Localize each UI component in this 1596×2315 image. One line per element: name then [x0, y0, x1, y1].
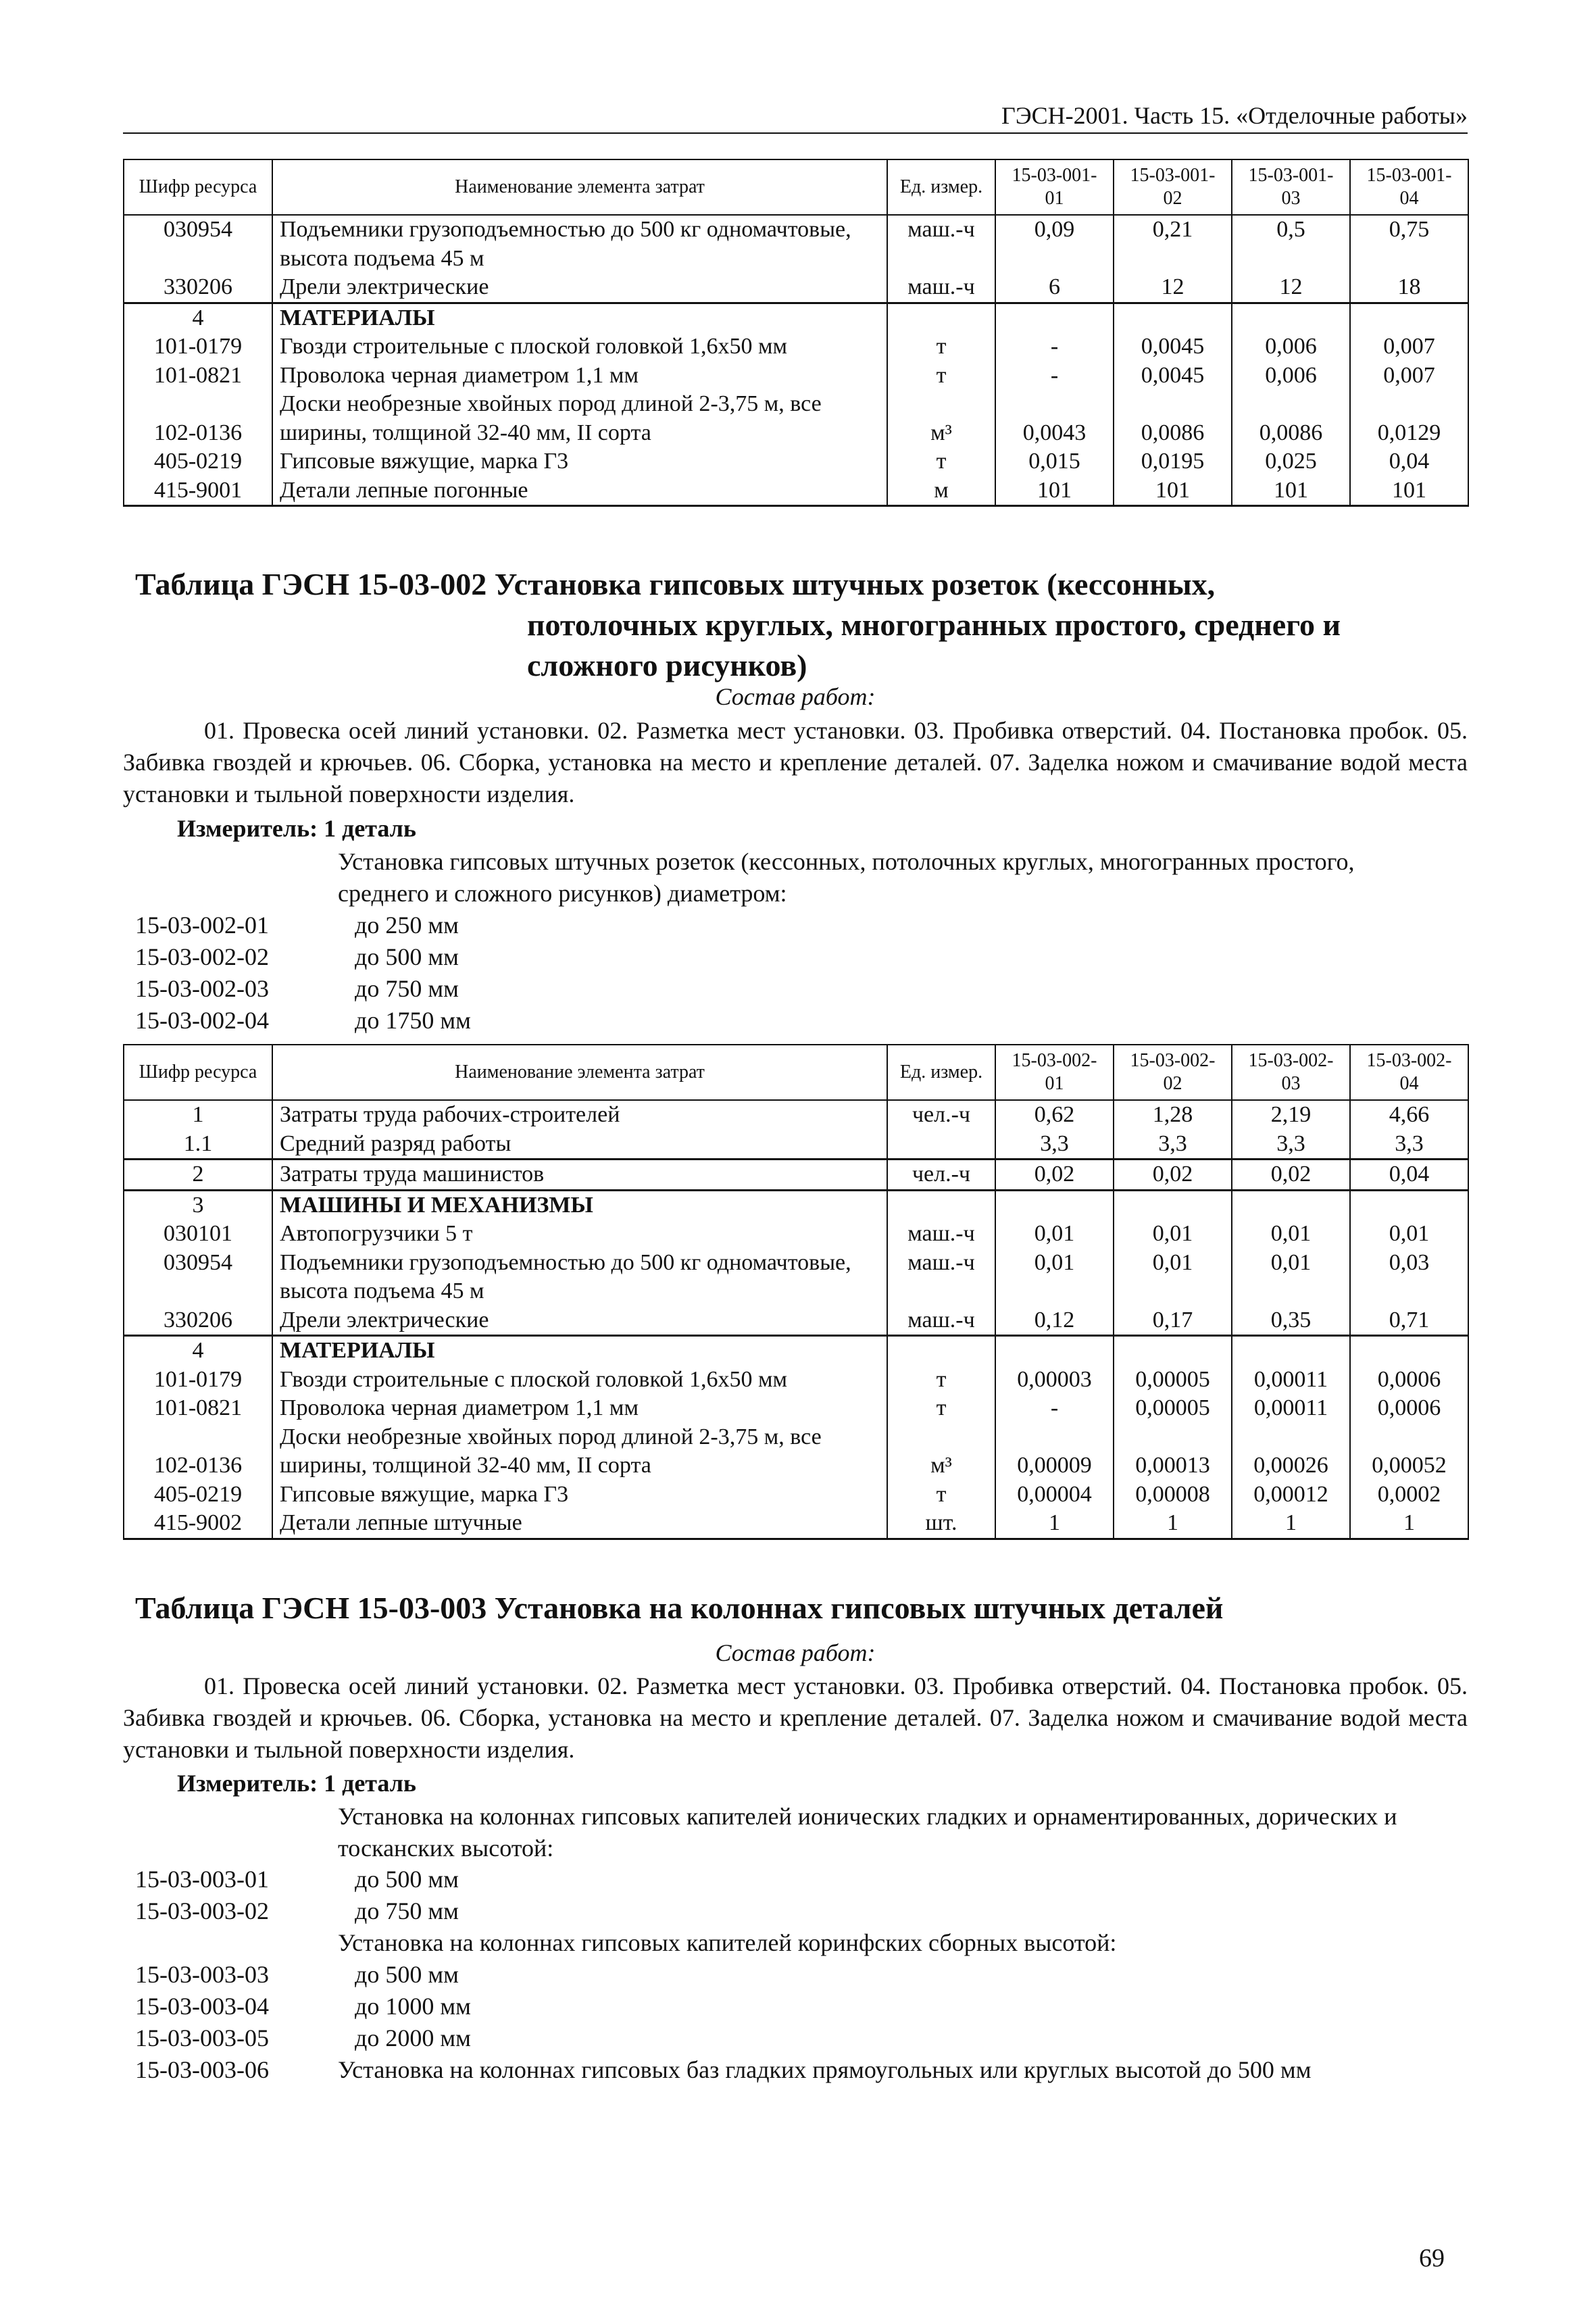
resource-code: 4	[124, 1336, 272, 1366]
resource-code: 030954	[124, 1249, 272, 1306]
norm-value: 0,0195	[1114, 447, 1232, 476]
norm-value: 0,62	[995, 1100, 1114, 1130]
resource-unit: м³	[887, 390, 995, 447]
norm-value: 0,00011	[1232, 1394, 1350, 1423]
norm-value: 0,01	[995, 1249, 1114, 1306]
table-row	[124, 1306, 1468, 1336]
resource-name: Гвозди строительные с плоской головкой 1,6х50 мм	[272, 1366, 887, 1395]
works-description: 01. Провеска осей линий установки. 02. Разметка мест установки. 03. Пробивка отверстий. 04. Постановка пробок. 05. Забивка гвоздей и крючьев. 06. Сборка, установка на место и крепление деталей. 07. Заделка ножом и смачивание водой места установки и тыльной поверхности изделия.	[123, 1672, 1468, 1763]
table-row	[124, 332, 1468, 362]
norm-value	[1114, 303, 1232, 332]
norm-value: 0,01	[995, 1220, 1114, 1249]
table-row	[124, 1249, 1468, 1306]
norm-value: 0,00052	[1350, 1423, 1468, 1480]
norm-description: Установка гипсовых штучных розеток (кессонных, потолочных круглых, многогранных простого, среднего и сложного рисунков) диаметром:	[338, 848, 1355, 907]
resource-name: Дрели электрические	[272, 1306, 887, 1336]
norm-label: до 750 мм	[355, 975, 459, 1002]
resource-unit: чел.-ч	[887, 1160, 995, 1191]
table-row	[124, 362, 1468, 391]
norm-code: 15-03-003-05	[135, 2024, 269, 2051]
header-code: Шифр ресурса	[124, 159, 272, 215]
resource-name: Средний разряд работы	[272, 1130, 887, 1160]
resource-unit	[887, 1130, 995, 1160]
norm-value: 0,0086	[1232, 390, 1350, 447]
norm-value: 0,75	[1350, 215, 1468, 273]
table-row	[124, 1394, 1468, 1423]
header-unit: Ед. измер.	[887, 1045, 995, 1100]
header-col-1: 15-03-001-01	[995, 159, 1114, 215]
resource-code: 3	[124, 1190, 272, 1220]
resource-code: 101-0179	[124, 332, 272, 362]
norm-value: 1,28	[1114, 1100, 1232, 1130]
resource-name: Гвозди строительные с плоской головкой 1,6х50 мм	[272, 332, 887, 362]
table-row	[124, 1220, 1468, 1249]
page-number: 69	[1419, 2244, 1445, 2272]
resource-unit: маш.-ч	[887, 273, 995, 303]
norm-value: 0,0002	[1350, 1480, 1468, 1510]
norm-value: 0,0045	[1114, 362, 1232, 391]
resource-name: Проволока черная диаметром 1,1 мм	[272, 1394, 887, 1423]
resource-name: Детали лепные погонные	[272, 476, 887, 506]
header-col-2: 15-03-001-02	[1114, 159, 1232, 215]
header-name: Наименование элемента затрат	[272, 1045, 887, 1100]
header-col-1: 15-03-002-01	[995, 1045, 1114, 1100]
table-row	[124, 1100, 1468, 1130]
norm-value	[1232, 1190, 1350, 1220]
norm-value: 0,00011	[1232, 1366, 1350, 1395]
resource-name: МАТЕРИАЛЫ	[272, 1336, 887, 1366]
meter-label: Измеритель: 1 деталь	[177, 1770, 416, 1797]
norm-value: 0,00005	[1114, 1366, 1232, 1395]
norm-value	[1350, 1190, 1468, 1220]
norm-code: 15-03-002-03	[135, 975, 269, 1002]
norm-value: 0,007	[1350, 362, 1468, 391]
norm-label: до 1000 мм	[355, 1993, 471, 2020]
norm-value	[995, 1336, 1114, 1366]
norm-value: 0,01	[1232, 1220, 1350, 1249]
norm-value: 0,00003	[995, 1366, 1114, 1395]
norm-value: 0,01	[1232, 1249, 1350, 1306]
norm-value: 0,35	[1232, 1306, 1350, 1336]
norm-value: 0,17	[1114, 1306, 1232, 1336]
norm-value: 18	[1350, 273, 1468, 303]
title-rest: потолочных круглых, многогранных простого, среднего и сложного рисунков)	[527, 607, 1341, 682]
meter-label: Измеритель: 1 деталь	[177, 815, 416, 842]
works-heading: Состав работ:	[715, 1639, 876, 1666]
resource-name: Проволока черная диаметром 1,1 мм	[272, 362, 887, 391]
resource-unit: т	[887, 447, 995, 476]
resource-code: 102-0136	[124, 1423, 272, 1480]
resource-code: 415-9002	[124, 1509, 272, 1539]
resource-unit: т	[887, 1480, 995, 1510]
resource-code: 405-0219	[124, 447, 272, 476]
table-row	[124, 303, 1468, 332]
norm-value: 0,0045	[1114, 332, 1232, 362]
norm-label: до 500 мм	[355, 1961, 459, 1988]
norm-value: 2,19	[1232, 1100, 1350, 1130]
norm-value: 0,00008	[1114, 1480, 1232, 1510]
resource-name: Дрели электрические	[272, 273, 887, 303]
resource-code: 330206	[124, 1306, 272, 1336]
norm-value: 12	[1114, 273, 1232, 303]
table-row	[124, 390, 1468, 447]
norm-value: 0,04	[1350, 1160, 1468, 1191]
resource-unit	[887, 1190, 995, 1220]
title-first-line: Таблица ГЭСН 15-03-002 Установка гипсовых штучных розеток (кессонных,	[135, 567, 1216, 601]
norm-value	[1350, 303, 1468, 332]
resource-unit: маш.-ч	[887, 1249, 995, 1306]
norm-value: 0,03	[1350, 1249, 1468, 1306]
resource-name: Гипсовые вяжущие, марка Г3	[272, 447, 887, 476]
resource-name: Подъемники грузоподъемностью до 500 кг одномачтовые, высота подъема 45 м	[272, 215, 887, 273]
norm-value	[995, 303, 1114, 332]
norm-value: 0,09	[995, 215, 1114, 273]
resource-unit: т	[887, 332, 995, 362]
table-row	[124, 1509, 1468, 1539]
resource-unit	[887, 303, 995, 332]
resource-name: Затраты труда рабочих-строителей	[272, 1100, 887, 1130]
resource-unit: т	[887, 1366, 995, 1395]
table-row	[124, 1366, 1468, 1395]
norm-description: Установка на колоннах гипсовых капителей ионических гладких и орнаментированных, дорических и тосканских высотой:	[338, 1803, 1397, 1862]
table-row	[124, 1160, 1468, 1191]
norm-value: 0,006	[1232, 332, 1350, 362]
table-row	[124, 447, 1468, 476]
norm-value: -	[995, 332, 1114, 362]
norm-value: 0,01	[1114, 1220, 1232, 1249]
norm-code: 15-03-003-01	[135, 1866, 269, 1893]
header-code: Шифр ресурса	[124, 1045, 272, 1100]
resource-code: 101-0179	[124, 1366, 272, 1395]
norm-value: 101	[1350, 476, 1468, 506]
resource-name: МАШИНЫ И МЕХАНИЗМЫ	[272, 1190, 887, 1220]
resource-code: 1	[124, 1100, 272, 1130]
norm-value: 0,025	[1232, 447, 1350, 476]
norm-value: 4,66	[1350, 1100, 1468, 1130]
norm-value: 0,02	[1232, 1160, 1350, 1191]
table-row	[124, 1336, 1468, 1366]
norm-label: до 500 мм	[355, 943, 459, 970]
norm-value: 1	[1114, 1509, 1232, 1539]
norm-value: 0,006	[1232, 362, 1350, 391]
works-description: 01. Провеска осей линий установки. 02. Разметка мест установки. 03. Пробивка отверстий. 04. Постановка пробок. 05. Забивка гвоздей и крючьев. 06. Сборка, установка на место и крепление деталей. 07. Заделка ножом и смачивание водой места установки и тыльной поверхности изделия.	[123, 717, 1468, 807]
norm-value: 0,0086	[1114, 390, 1232, 447]
resource-unit: маш.-ч	[887, 215, 995, 273]
norm-value: 1	[1232, 1509, 1350, 1539]
resource-table-15-03-002	[123, 1044, 1469, 1540]
norm-code: 15-03-002-04	[135, 1007, 269, 1034]
norm-value: 0,007	[1350, 332, 1468, 362]
norm-value: 0,015	[995, 447, 1114, 476]
norm-value: 0,01	[1114, 1249, 1232, 1306]
resource-unit: шт.	[887, 1509, 995, 1539]
resource-unit: т	[887, 1394, 995, 1423]
norm-label: до 1750 мм	[355, 1007, 471, 1034]
norm-value	[995, 1190, 1114, 1220]
norm-value: 0,04	[1350, 447, 1468, 476]
norm-code: 15-03-003-06	[135, 2056, 269, 2083]
resource-name: МАТЕРИАЛЫ	[272, 303, 887, 332]
norm-value: 1	[995, 1509, 1114, 1539]
resource-unit: чел.-ч	[887, 1100, 995, 1130]
norm-value: 0,0006	[1350, 1394, 1468, 1423]
norm-value: 12	[1232, 273, 1350, 303]
resource-name: Затраты труда машинистов	[272, 1160, 887, 1191]
resource-unit	[887, 1336, 995, 1366]
norm-value: 101	[1114, 476, 1232, 506]
norm-value	[1114, 1190, 1232, 1220]
norm-code: 15-03-003-03	[135, 1961, 269, 1988]
resource-code: 101-0821	[124, 1394, 272, 1423]
resource-name: Автопогрузчики 5 т	[272, 1220, 887, 1249]
header-unit: Ед. измер.	[887, 159, 995, 215]
resource-unit: маш.-ч	[887, 1306, 995, 1336]
resource-name: Детали лепные штучные	[272, 1509, 887, 1539]
resource-code: 415-9001	[124, 476, 272, 506]
resource-code: 1.1	[124, 1130, 272, 1160]
norm-value	[1232, 1336, 1350, 1366]
norm-value: 3,3	[1232, 1130, 1350, 1160]
norm-label: до 2000 мм	[355, 2024, 471, 2051]
resource-code: 102-0136	[124, 390, 272, 447]
norm-value: 3,3	[1350, 1130, 1468, 1160]
section-title-15-03-002	[135, 564, 1460, 685]
norm-value	[1114, 1336, 1232, 1366]
resource-unit: маш.-ч	[887, 1220, 995, 1249]
norm-description: Установка на колоннах гипсовых капителей коринфских сборных высотой:	[338, 1929, 1117, 1956]
norm-value: 0,00013	[1114, 1423, 1232, 1480]
norm-value: 6	[995, 273, 1114, 303]
resource-code: 330206	[124, 273, 272, 303]
norm-value: -	[995, 1394, 1114, 1423]
norm-value: 0,21	[1114, 215, 1232, 273]
norm-value: 3,3	[1114, 1130, 1232, 1160]
header-col-3: 15-03-002-03	[1232, 1045, 1350, 1100]
norm-code: 15-03-003-02	[135, 1897, 269, 1924]
norm-label: до 250 мм	[355, 912, 459, 939]
resource-name: Доски необрезные хвойных пород длиной 2-3,75 м, все ширины, толщиной 32-40 мм, II сорта	[272, 1423, 887, 1480]
header-name: Наименование элемента затрат	[272, 159, 887, 215]
resource-unit: м	[887, 476, 995, 506]
norm-value: 0,71	[1350, 1306, 1468, 1336]
resource-code: 030954	[124, 215, 272, 273]
norm-value: 0,00005	[1114, 1394, 1232, 1423]
norm-value: 0,01	[1350, 1220, 1468, 1249]
header-col-3: 15-03-001-03	[1232, 159, 1350, 215]
norm-code: 15-03-002-01	[135, 912, 269, 939]
norm-label: до 500 мм	[355, 1866, 459, 1893]
header-col-4: 15-03-002-04	[1350, 1045, 1468, 1100]
resource-unit: т	[887, 362, 995, 391]
norm-value: 0,0043	[995, 390, 1114, 447]
resource-code: 030101	[124, 1220, 272, 1249]
resource-code: 4	[124, 303, 272, 332]
resource-name: Подъемники грузоподъемностью до 500 кг одномачтовые, высота подъема 45 м	[272, 1249, 887, 1306]
resource-table-15-03-001	[123, 159, 1469, 507]
page-header: ГЭСН-2001. Часть 15. «Отделочные работы»	[123, 101, 1468, 134]
resource-code: 101-0821	[124, 362, 272, 391]
norm-value: 101	[995, 476, 1114, 506]
norm-value: 1	[1350, 1509, 1468, 1539]
norm-value: -	[995, 362, 1114, 391]
norm-value: 0,00009	[995, 1423, 1114, 1480]
resource-unit: м³	[887, 1423, 995, 1480]
norm-code: 15-03-003-04	[135, 1993, 269, 2020]
table-row	[124, 1190, 1468, 1220]
norm-value: 0,02	[995, 1160, 1114, 1191]
norm-value: 3,3	[995, 1130, 1114, 1160]
table-row	[124, 1480, 1468, 1510]
table-row	[124, 1423, 1468, 1480]
norm-value: 0,00012	[1232, 1480, 1350, 1510]
header-col-4: 15-03-001-04	[1350, 159, 1468, 215]
norm-code: 15-03-002-02	[135, 943, 269, 970]
works-heading: Состав работ:	[715, 683, 876, 710]
table-row	[124, 1130, 1468, 1160]
norm-label: Установка на колоннах гипсовых баз гладких прямоугольных или круглых высотой до 500 мм	[338, 2056, 1312, 2083]
resource-code: 405-0219	[124, 1480, 272, 1510]
section-title-15-03-003: Таблица ГЭСН 15-03-003 Установка на колоннах гипсовых штучных деталей	[135, 1591, 1224, 1625]
norm-value: 0,0006	[1350, 1366, 1468, 1395]
header-col-2: 15-03-002-02	[1114, 1045, 1232, 1100]
norm-value	[1350, 1336, 1468, 1366]
norm-value: 0,5	[1232, 215, 1350, 273]
table-row	[124, 215, 1468, 273]
resource-code: 2	[124, 1160, 272, 1191]
norm-label: до 750 мм	[355, 1897, 459, 1924]
norm-value: 101	[1232, 476, 1350, 506]
norm-value: 0,00004	[995, 1480, 1114, 1510]
norm-value: 0,02	[1114, 1160, 1232, 1191]
norm-value: 0,0129	[1350, 390, 1468, 447]
norm-value	[1232, 303, 1350, 332]
resource-name: Гипсовые вяжущие, марка Г3	[272, 1480, 887, 1510]
norm-value: 0,00026	[1232, 1423, 1350, 1480]
table-row	[124, 476, 1468, 506]
norm-value: 0,12	[995, 1306, 1114, 1336]
resource-name: Доски необрезные хвойных пород длиной 2-3,75 м, все ширины, толщиной 32-40 мм, II сорта	[272, 390, 887, 447]
table-row	[124, 273, 1468, 303]
